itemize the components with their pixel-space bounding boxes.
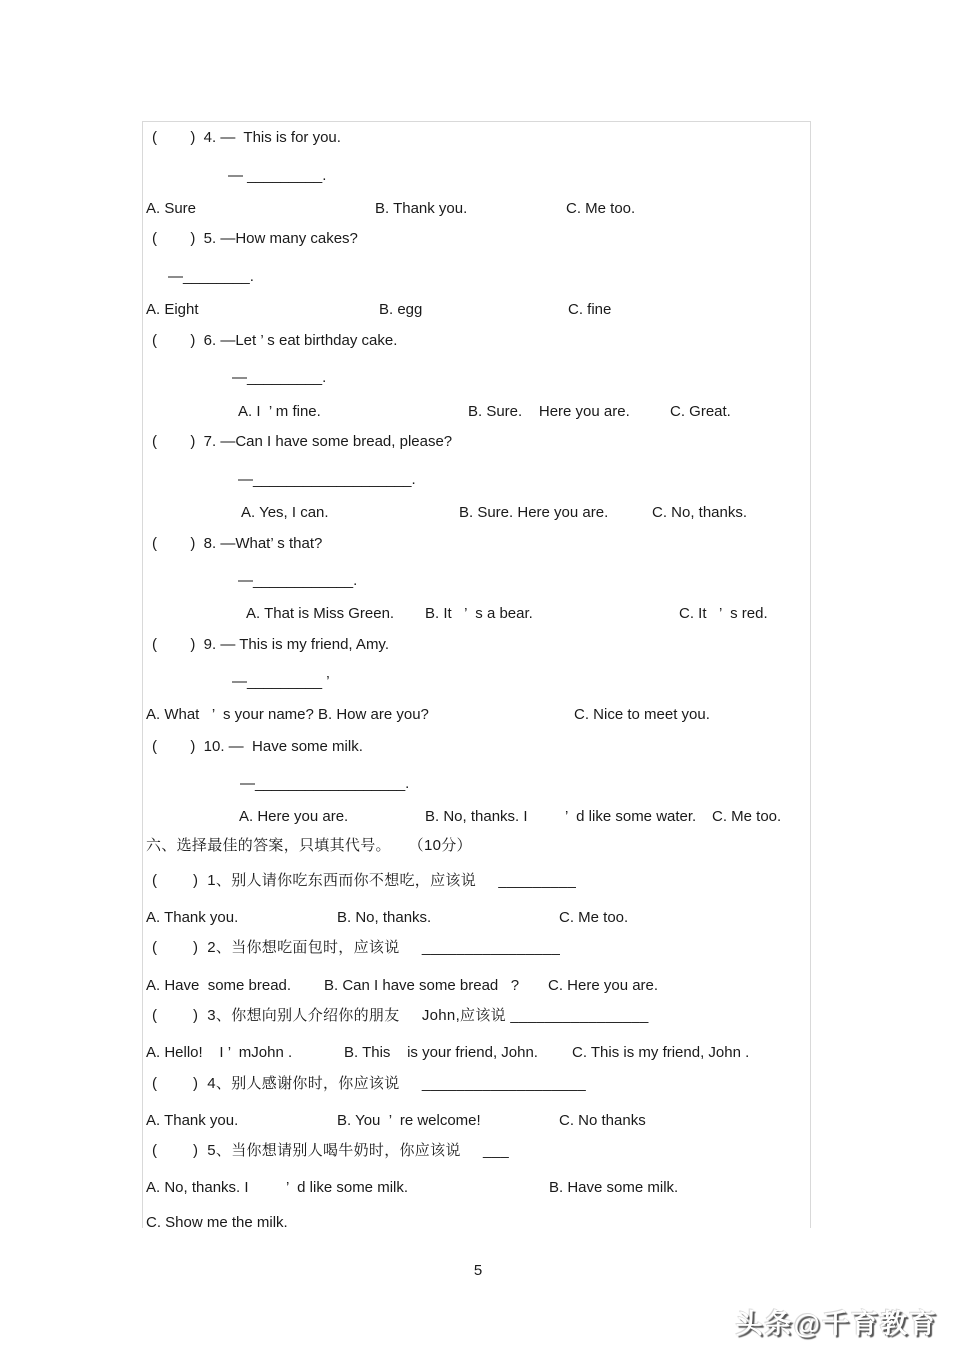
q8-option-c: C. It ’ s red. <box>679 605 768 622</box>
q4-answer-blank: — _________. <box>228 167 327 184</box>
q6-option-c: C. Great. <box>670 403 731 420</box>
s6-q3-option-b: B. This is your friend, John. <box>344 1044 538 1061</box>
q4-option-b: B. Thank you. <box>375 200 468 217</box>
q5-option-c: C. fine <box>568 301 612 318</box>
q4-option-a: A. Sure <box>146 200 197 217</box>
q7-option-b: B. Sure. Here you are. <box>459 504 609 521</box>
q7-option-c: C. No, thanks. <box>652 504 748 521</box>
section-six-title: 六、选择最佳的答案，只填其代号。 （10分） <box>146 837 472 854</box>
q8-option-b: B. It ’ s a bear. <box>425 605 533 622</box>
q7-answer-blank: —___________________. <box>238 471 416 488</box>
s6-q5-prompt: ( ) 5、当你想请别人喝牛奶时，你应该说 ___ <box>152 1142 509 1159</box>
q10-answer-blank: —__________________. <box>240 775 410 792</box>
q10-prompt: ( ) 10. — Have some milk. <box>152 738 363 755</box>
q10-option-c: C. Me too. <box>712 808 782 825</box>
q8-prompt: ( ) 8. —What’ s that? <box>152 535 323 552</box>
q5-answer-blank: —________. <box>168 268 254 285</box>
q8-option-a: A. That is Miss Green. <box>246 605 395 622</box>
s6-q1-option-c: C. Me too. <box>559 909 629 926</box>
q6-answer-blank: —_________. <box>232 369 327 386</box>
s6-q5-option-a: A. No, thanks. I ’ d like some milk. <box>146 1179 409 1196</box>
q7-prompt: ( ) 7. —Can I have some bread, please? <box>152 433 453 450</box>
s6-q2-option-b: B. Can I have some bread ? <box>324 977 520 994</box>
q4-prompt: ( ) 4. — This is for you. <box>152 129 341 146</box>
q9-option-a-b: A. What ’ s your name? B. How are you? <box>146 706 429 723</box>
s6-q2-option-a: A. Have some bread. <box>146 977 292 994</box>
s6-q3-option-a: A. Hello! I ’ mJohn . <box>146 1044 293 1061</box>
q6-prompt: ( ) 6. —Let ’ s eat birthday cake. <box>152 332 398 349</box>
q9-answer-blank: —_________ ’ <box>232 673 330 690</box>
s6-q2-prompt: ( ) 2、当你想吃面包时，应该说 ________________ <box>152 939 561 956</box>
s6-q1-option-b: B. No, thanks. <box>337 909 432 926</box>
s6-q2-option-c: C. Here you are. <box>548 977 659 994</box>
q4-option-c: C. Me too. <box>566 200 636 217</box>
q9-option-c: C. Nice to meet you. <box>574 706 710 723</box>
q8-answer-blank: —____________. <box>238 572 358 589</box>
s6-q4-option-c: C. No thanks <box>559 1112 646 1129</box>
q5-option-b: B. egg <box>379 301 423 318</box>
s6-q4-prompt: ( ) 4、别人感谢你时，你应该说 ___________________ <box>152 1075 587 1092</box>
s6-q5-option-c: C. Show me the milk. <box>146 1214 288 1231</box>
s6-q4-option-b: B. You ’ re welcome! <box>337 1112 481 1129</box>
s6-q1-prompt: ( ) 1、别人请你吃东西而你不想吃，应该说 _________ <box>152 872 577 889</box>
s6-q3-prompt: ( ) 3、你想向别人介绍你的朋友 John,应该说 ________________ <box>152 1007 649 1024</box>
q5-prompt: ( ) 5. —How many cakes? <box>152 230 358 247</box>
q10-option-b: B. No, thanks. I ’ d like some water. <box>425 808 697 825</box>
q7-option-a: A. Yes, I can. <box>241 504 329 521</box>
s6-q5-option-b: B. Have some milk. <box>549 1179 679 1196</box>
page-number: 5 <box>473 1262 483 1279</box>
watermark-text: 头条@千育教育 <box>735 1309 938 1339</box>
q5-option-a: A. Eight <box>146 301 199 318</box>
q9-prompt: ( ) 9. — This is my friend, Amy. <box>152 636 389 653</box>
q6-option-b: B. Sure. Here you are. <box>468 403 630 420</box>
s6-q4-option-a: A. Thank you. <box>146 1112 239 1129</box>
s6-q3-option-c: C. This is my friend, John . <box>572 1044 750 1061</box>
s6-q1-option-a: A. Thank you. <box>146 909 239 926</box>
q10-option-a: A. Here you are. <box>239 808 349 825</box>
q6-option-a: A. I ’ m fine. <box>238 403 321 420</box>
